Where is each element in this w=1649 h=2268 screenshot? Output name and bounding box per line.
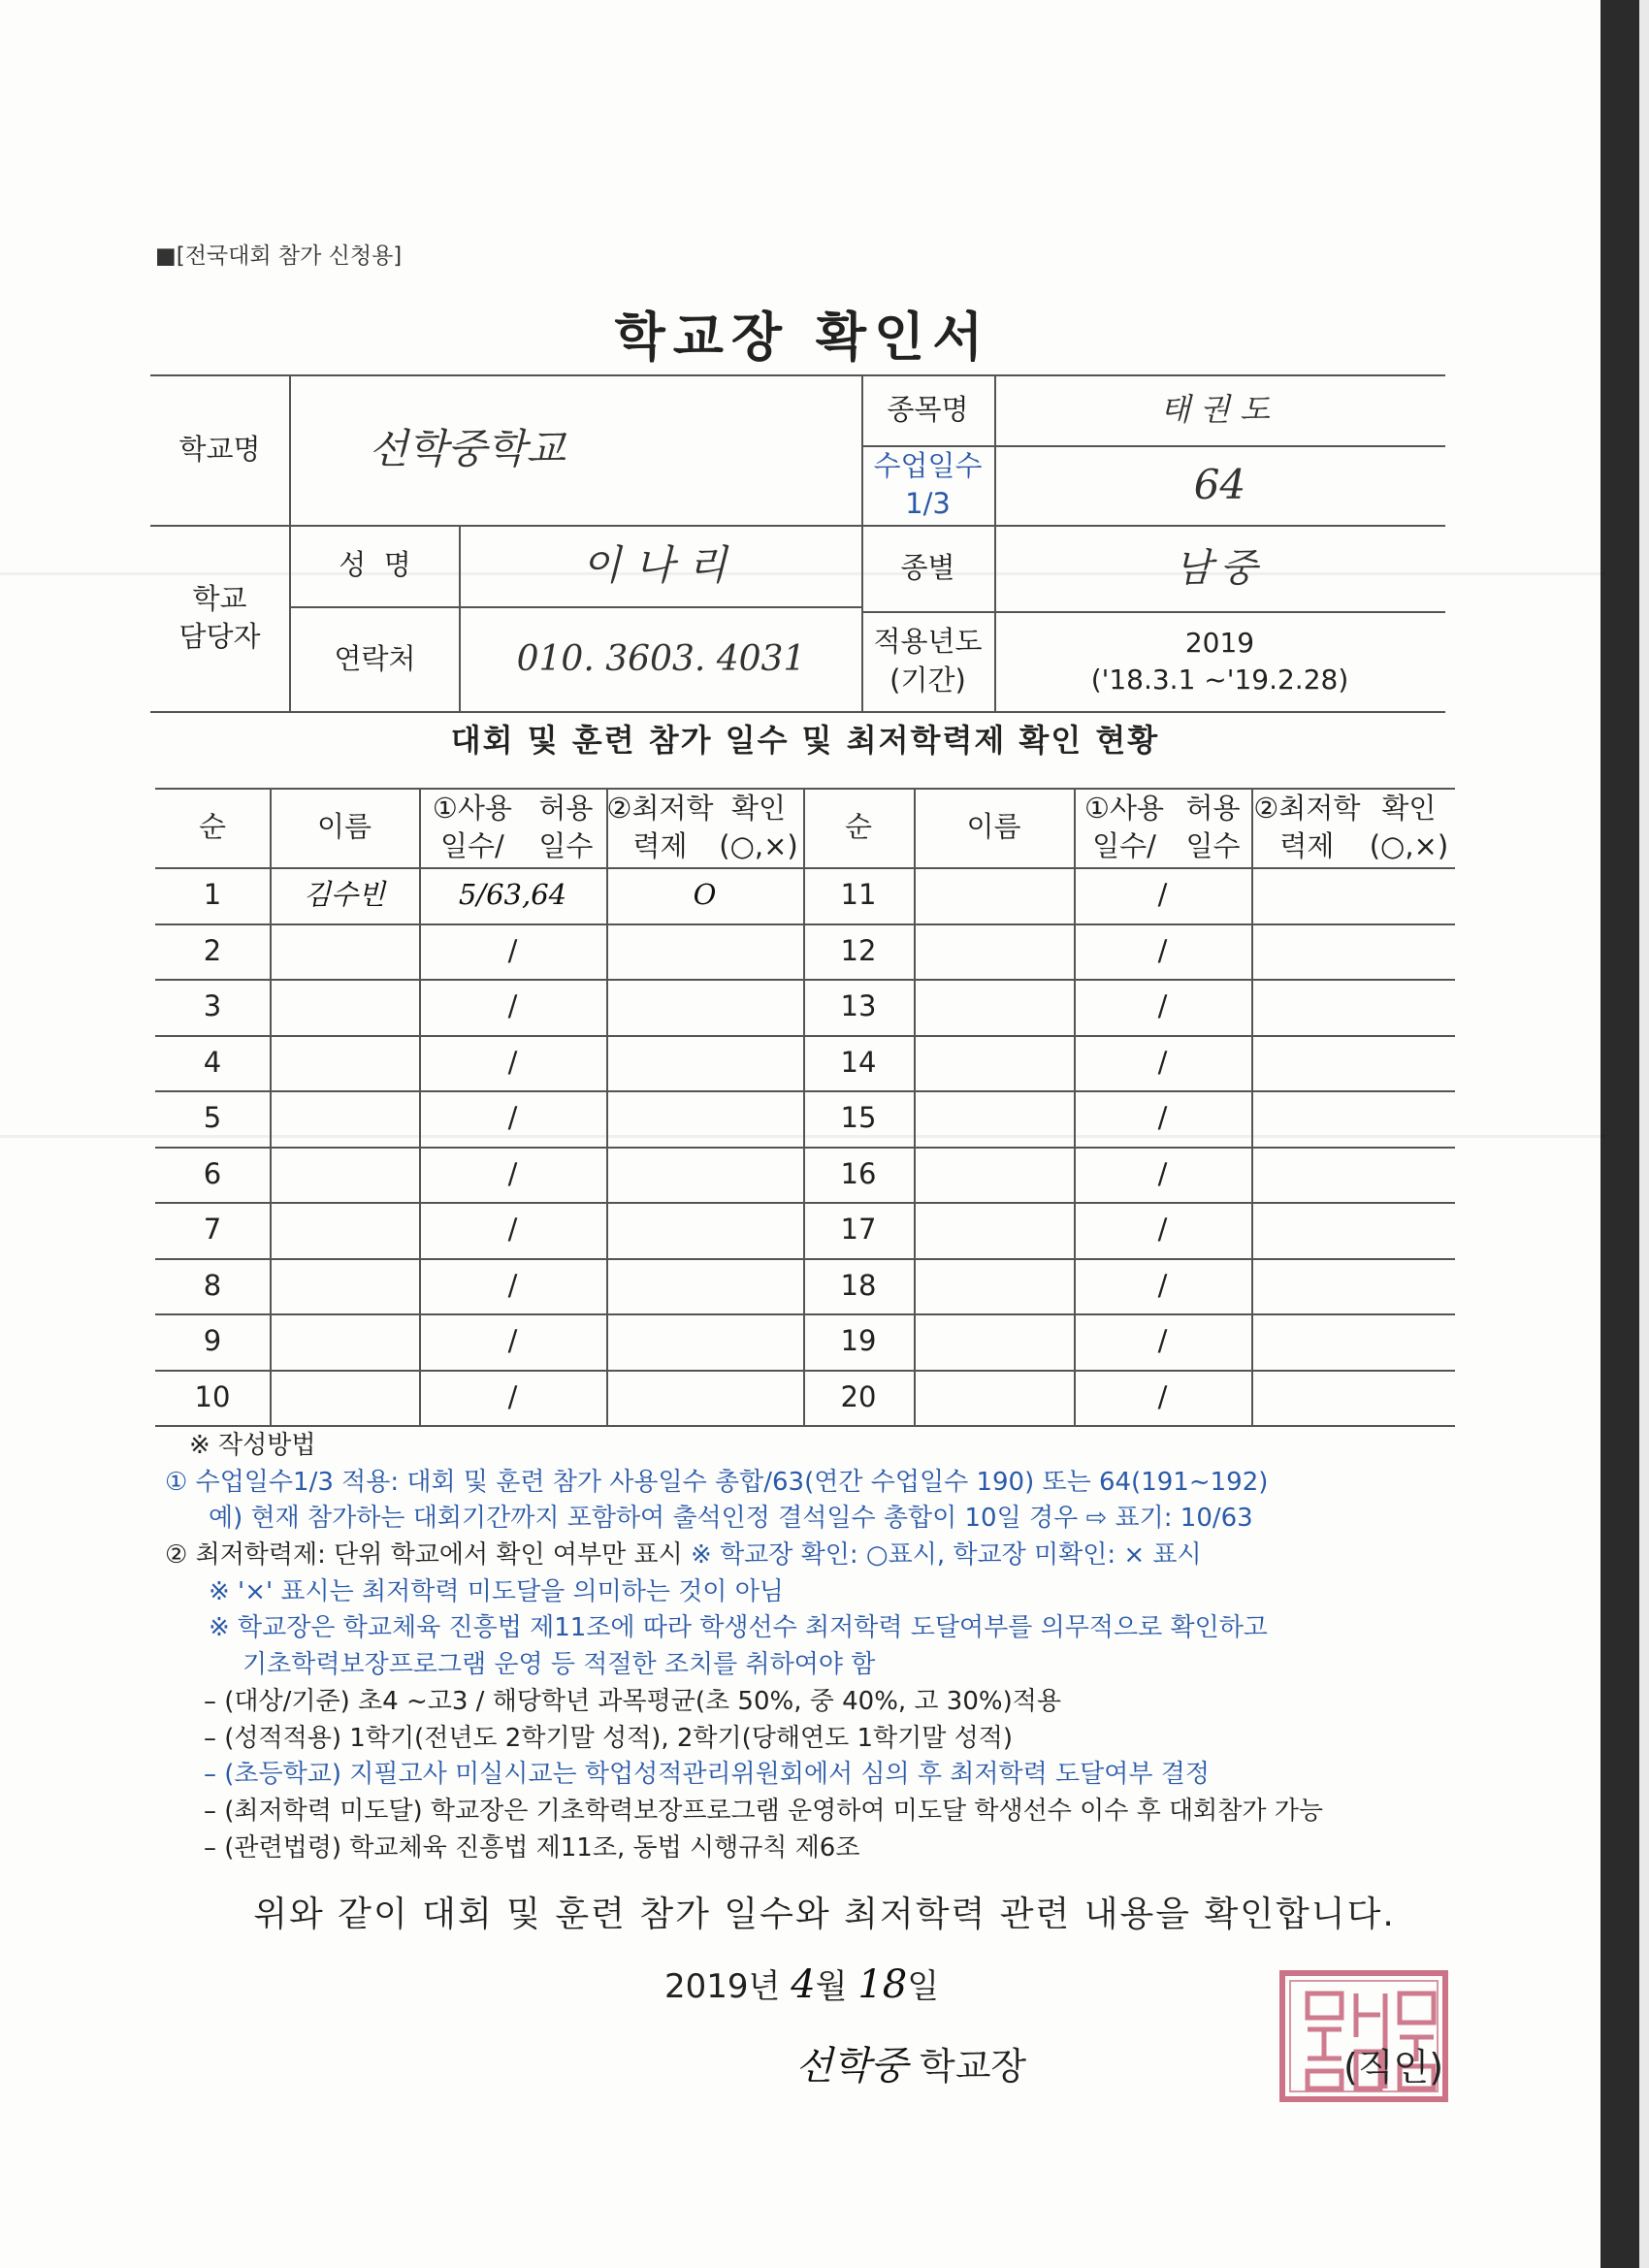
category-value: 남중 [1174, 545, 1266, 591]
used-days: / [507, 1101, 518, 1135]
form-tag: ■[전국대회 참가 신청용] [155, 243, 403, 269]
row-number: 12 [840, 933, 877, 967]
used-days: 5/63,64 [458, 878, 567, 912]
note-2: ② 최저학력제: 단위 학교에서 확인 여부만 표시 ※ 학교장 확인: ○표시, 학교장 미확인: × 표시 [165, 1540, 1202, 1571]
row-number: 19 [840, 1324, 877, 1358]
used-days: / [1157, 878, 1168, 912]
student-name [270, 1258, 419, 1314]
used-days: / [1157, 1156, 1168, 1190]
student-name [270, 1202, 419, 1258]
header-name: 이름 [316, 810, 372, 844]
detail-1: – (대상/기준) 초4 ~고3 / 해당학년 과목평균(초 50%, 중 40%, 고 30%)적용 [204, 1686, 1061, 1716]
row-number: 8 [203, 1268, 222, 1302]
row-number: 16 [840, 1156, 877, 1190]
school-handwritten: 선학중 [795, 2044, 908, 2089]
manager-label: 학교 담당자 [178, 581, 261, 653]
detail-4: – (최저학력 미도달) 학교장은 기초학력보장프로그램 운영하여 미도달 학생선수 이수 후 대회참가 가능 [204, 1796, 1323, 1826]
row-number: 18 [840, 1268, 877, 1302]
category-label: 종별 [900, 550, 955, 584]
note-4a: ※ 학교장은 학교체육 진흥법 제11조에 따라 학생선수 최저학력 도달여부를 의무적으로 확인하고 [209, 1613, 1268, 1643]
header-check: ②최저학력제 확인(○,×) [1253, 791, 1449, 862]
used-days: / [507, 989, 518, 1023]
manager-name-label: 성 명 [339, 548, 411, 582]
note-1b: 예) 현재 참가하는 대회기간까지 포함하여 출석인정 결석일수 총합이 10일 경우 ⇨ 표기: 10/63 [209, 1504, 1253, 1534]
header-check: ②최저학력제 확인(○,×) [606, 791, 798, 862]
used-days: / [1157, 989, 1168, 1023]
note-3: ※ '×' 표시는 최저학력 미도달을 의미하는 것이 아님 [209, 1576, 784, 1606]
section-title: 대회 및 훈련 참가 일수 및 최저학력제 확인 현황 [450, 722, 1160, 759]
achievement-check: O [693, 878, 717, 912]
school-name-label: 학교명 [178, 432, 261, 466]
used-days: / [1157, 1268, 1168, 1302]
row-number: 11 [840, 878, 877, 912]
used-days: / [1157, 1101, 1168, 1135]
used-days: / [507, 1156, 518, 1190]
used-days: / [507, 1379, 518, 1413]
used-days: / [1157, 933, 1168, 967]
row-number: 7 [203, 1213, 222, 1247]
year-value: 2019 ('18.3.1 ~'19.2.28) [1090, 626, 1349, 696]
achievement-check [606, 1090, 803, 1147]
manager-name-value: 이나리 [581, 540, 741, 589]
principal-signature-line [795, 2035, 1026, 2090]
confirmation-statement: 위와 같이 대회 및 훈련 참가 일수와 최저학력 관련 내용을 확인합니다. [253, 1895, 1396, 1934]
row-number: 14 [840, 1045, 877, 1079]
school-name-value: 선학중학교 [369, 425, 566, 473]
achievement-check [606, 923, 803, 980]
date-month: 4 [791, 1962, 816, 2007]
student-name [270, 1313, 419, 1370]
document-title: 학교장 확인서 [614, 307, 991, 368]
student-name [270, 1147, 419, 1203]
achievement-check [606, 1258, 803, 1314]
instructions [165, 1428, 1504, 1866]
achievement-check [606, 1035, 803, 1091]
row-number: 3 [203, 989, 222, 1023]
row-number: 10 [194, 1379, 231, 1413]
used-days: / [1157, 1324, 1168, 1358]
header-no: 순 [198, 810, 226, 844]
row-number: 15 [840, 1101, 877, 1135]
row-number: 20 [840, 1379, 877, 1413]
used-days: / [507, 1213, 518, 1247]
used-days: / [1157, 1379, 1168, 1413]
year-label: 적용년도 (기간) [873, 625, 983, 697]
student-name [270, 1370, 419, 1426]
notes-heading: ※ 작성방법 [189, 1431, 316, 1460]
achievement-check [606, 1202, 803, 1258]
note-4b: 기초학력보장프로그램 운영 등 적절한 조치를 취하여야 함 [242, 1650, 876, 1680]
row-number: 6 [203, 1156, 222, 1190]
class-days-value: 64 [1193, 460, 1246, 508]
student-name [270, 923, 419, 980]
row-number: 17 [840, 1213, 877, 1247]
achievement-check [606, 1313, 803, 1370]
detail-2: – (성적적용) 1학기(전년도 2학기말 성적), 2학기(당해연도 1학기말 성적) [204, 1723, 1014, 1753]
row-number: 4 [203, 1045, 222, 1079]
row-number: 5 [203, 1101, 222, 1135]
row-number: 2 [203, 933, 222, 967]
principal-title: 학교장 [920, 2045, 1027, 2088]
detail-5: – (관련법령) 학교체육 진흥법 제11조, 동법 시행규칙 제6조 [204, 1832, 860, 1863]
student-name: 김수빈 [303, 878, 386, 912]
used-days: / [1157, 1213, 1168, 1247]
sport-value: 태권도 [1160, 390, 1279, 428]
note-1a: ① 수업일수1/3 적용: 대회 및 훈련 참가 사용일수 총합/63(연간 수업일수 190) 또는 64(191~192) [165, 1467, 1269, 1497]
achievement-check [606, 1147, 803, 1203]
class-days-label: 수업일수 1/3 [873, 448, 983, 520]
header-no: 순 [844, 810, 872, 844]
used-days: / [507, 1324, 518, 1358]
contact-label: 연락처 [334, 642, 416, 676]
used-days: / [507, 933, 518, 967]
student-name [270, 979, 419, 1035]
detail-3: – (초등학교) 지필고사 미실시교는 학업성적관리위원회에서 심의 후 최저학력 도달여부 결정 [204, 1760, 1210, 1790]
issue-date: 2019년 4월 18일 [664, 1962, 940, 2007]
student-name [270, 1090, 419, 1147]
row-number: 9 [203, 1324, 222, 1358]
header-days: ①사용일수/ 허용일수 [432, 791, 594, 862]
header-name: 이름 [966, 810, 1021, 844]
seal-label: (직인) [1343, 2046, 1444, 2089]
date-day: 18 [857, 1962, 908, 2007]
contact-value: 010. 3603. 4031 [516, 638, 806, 679]
used-days: / [1157, 1045, 1168, 1079]
row-number: 13 [840, 989, 877, 1023]
row-number: 1 [203, 878, 222, 912]
used-days: / [507, 1045, 518, 1079]
achievement-check [606, 979, 803, 1035]
used-days: / [507, 1268, 518, 1302]
header-days: ①사용일수/ 허용일수 [1084, 791, 1241, 862]
student-name [270, 1035, 419, 1091]
sport-label: 종목명 [887, 392, 969, 426]
achievement-check [606, 1370, 803, 1426]
